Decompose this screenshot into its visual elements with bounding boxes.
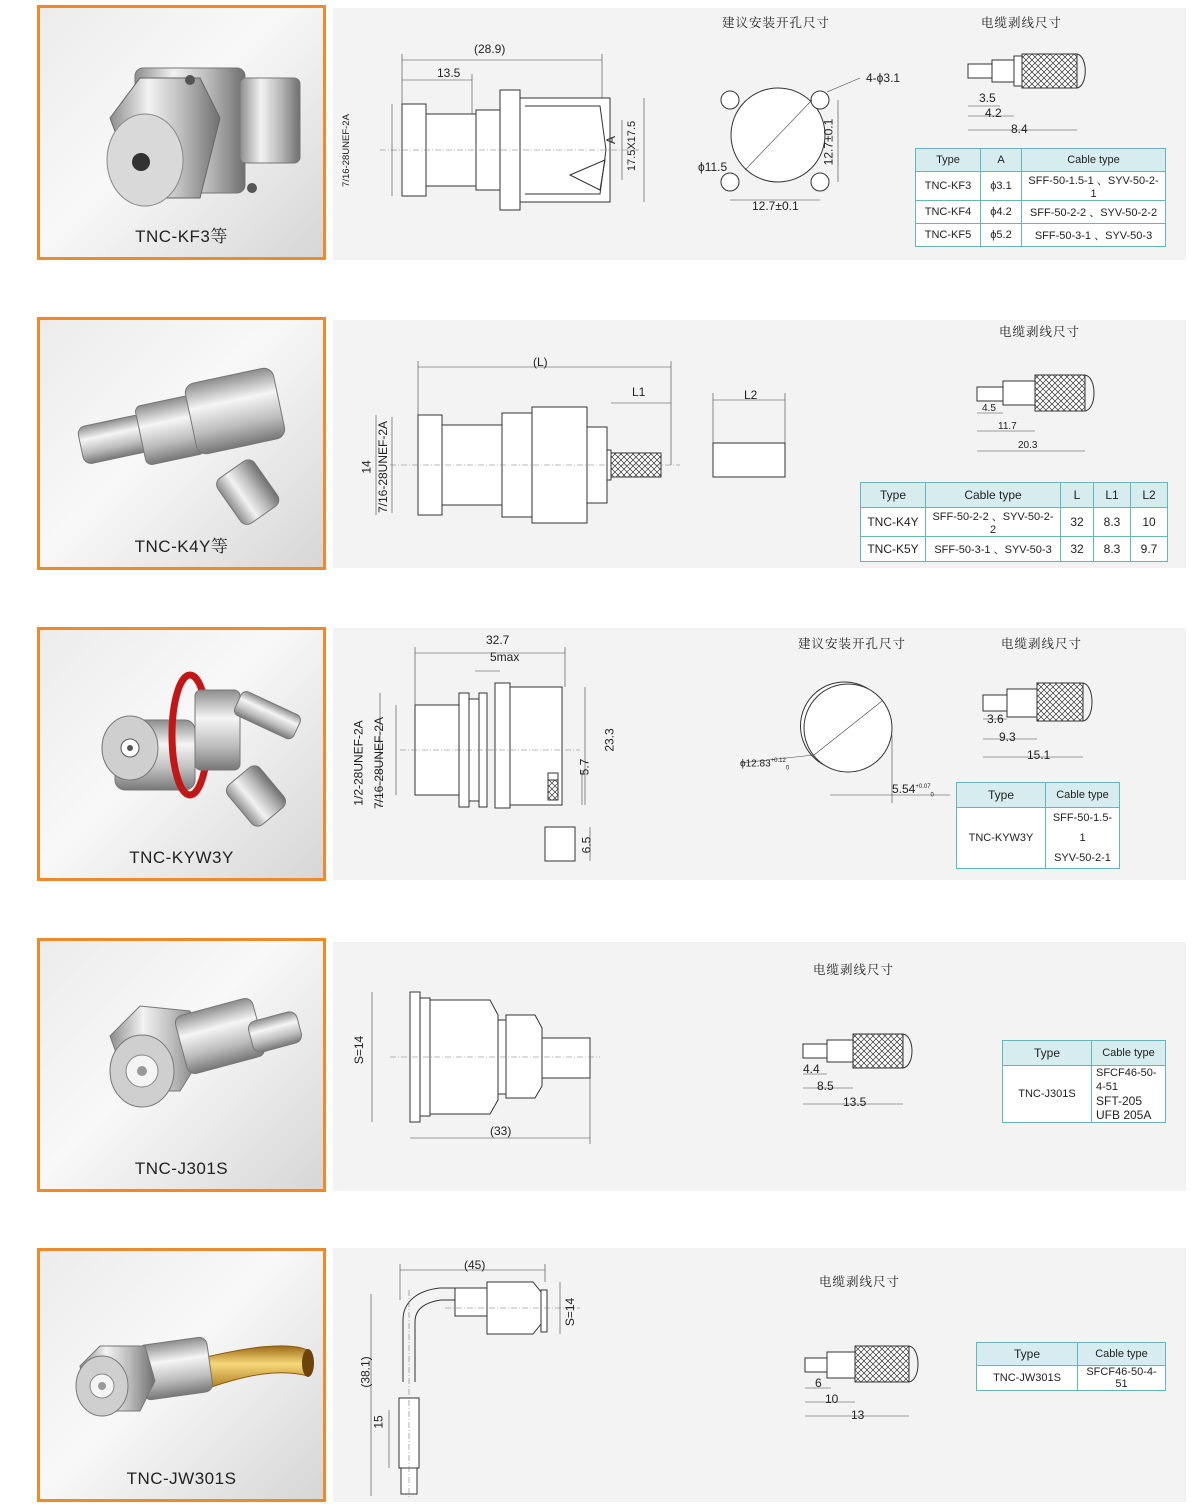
dim-hole-value — [740, 758, 789, 771]
cell: 8.3 — [1094, 537, 1131, 562]
table-row — [916, 224, 1166, 247]
dim-overall: (28.9) — [474, 42, 506, 56]
flat-value: 5.54 — [892, 782, 916, 796]
cable-line: SFT-205 — [1096, 1094, 1143, 1108]
cell — [1092, 1066, 1166, 1123]
dim-h15: 15 — [371, 1415, 386, 1429]
cell: SFF-50-2-2 、SYV-50-2-2 — [926, 508, 1061, 537]
dim-pitch-v: 12.7±0.1 — [821, 118, 836, 166]
col-header: Type — [861, 483, 926, 508]
hole-tol-lower: 0 — [785, 765, 790, 772]
cell: 10 — [1131, 508, 1168, 537]
col-header: Type — [1003, 1041, 1092, 1066]
product-row-j301s — [0, 935, 1200, 1195]
product-photo — [37, 317, 326, 570]
strip-dim-1: 6 — [815, 1376, 822, 1390]
col-header: Cable type — [1078, 1343, 1166, 1366]
dim-height: 23.3 — [602, 728, 617, 752]
col-header: Type — [957, 783, 1046, 808]
product-row-jw301s — [0, 1245, 1200, 1507]
cell: SFF-50-3-1 、SYV-50-3 — [1022, 224, 1166, 247]
side-view-drawing — [360, 355, 690, 535]
product-row-k4y — [0, 310, 1200, 575]
cell: TNC-K4Y — [861, 508, 926, 537]
dim-thread1: 1/2-28UNEF-2A — [351, 720, 366, 806]
dim-overall: 32.7 — [486, 633, 510, 647]
strip-heading: 电缆剥线尺寸 — [1001, 637, 1083, 651]
strip-dim-1: 3.6 — [987, 712, 1004, 726]
flat-tol-upper: +0.07 — [915, 784, 931, 790]
cell: ϕ5.2 — [981, 224, 1022, 247]
connector-image — [40, 320, 323, 567]
product-row-kf3 — [0, 0, 1200, 270]
col-header: L — [1061, 483, 1094, 508]
table-row — [861, 537, 1168, 562]
cell — [1046, 808, 1120, 869]
strip-heading: 电缆剥线尺寸 — [981, 16, 1063, 30]
side-view-drawing — [355, 1260, 595, 1500]
cell: TNC-KYW3Y — [957, 808, 1046, 869]
side-view-drawing — [360, 980, 610, 1150]
col-header: Type — [977, 1343, 1078, 1366]
connector-image — [40, 8, 323, 257]
dim-thread: 7/16-28UNEF-2A — [376, 420, 391, 514]
flat-tol-lower: 0 — [930, 792, 934, 799]
strip-dim-1: 3.5 — [979, 91, 996, 105]
product-name: TNC-JW301S — [126, 1469, 237, 1488]
col-header: Cable type — [1046, 783, 1120, 808]
cell: ϕ4.2 — [981, 201, 1022, 224]
dim-overall: (L) — [533, 355, 548, 369]
dim-hole4: 4-ϕ3.1 — [866, 71, 901, 85]
strip-heading: 电缆剥线尺寸 — [999, 325, 1081, 339]
dim-l1: L1 — [632, 385, 646, 399]
cell: TNC-JW301S — [977, 1366, 1078, 1391]
connector-image — [40, 1251, 323, 1499]
dim-thread: 7/16-28UNEF-2A — [340, 114, 352, 187]
cell: SFCF46-50-4-51 — [1078, 1366, 1166, 1391]
hole-tol-upper: +0.12 — [770, 758, 786, 764]
hole-heading: 建议安装开孔尺寸 — [798, 637, 907, 651]
hole-heading: 建议安装开孔尺寸 — [722, 16, 831, 30]
dim-overall: (33) — [490, 1124, 512, 1138]
strip-dim-2: 11.7 — [998, 421, 1017, 432]
dim-front: 13.5 — [437, 66, 461, 80]
product-photo — [37, 5, 326, 260]
strip-dim-2: 9.3 — [999, 730, 1016, 744]
table-row — [916, 201, 1166, 224]
cell: 32 — [1061, 537, 1094, 562]
strip-dim-3: 15.1 — [1027, 748, 1051, 762]
dim-flange: 17.5X17.5 — [626, 120, 639, 172]
cell: SFF-50-1.5-1 、SYV-50-2-1 — [1022, 172, 1166, 201]
table-row — [957, 808, 1120, 869]
dim-flat — [892, 782, 934, 798]
cable-line: SYV-50-2-1 — [1054, 852, 1111, 864]
dim-pitch-h: 12.7±0.1 — [752, 199, 799, 213]
hole-diameter: ϕ12.83 — [740, 758, 771, 770]
strip-dim-2: 8.5 — [817, 1079, 834, 1093]
spec-table — [860, 482, 1168, 562]
dim-thread2: 7/16-28UNEF-2A — [372, 716, 387, 810]
connector-image — [40, 941, 323, 1189]
cell: TNC-KF5 — [916, 224, 981, 247]
table-row — [977, 1366, 1166, 1391]
strip-dim-3: 13 — [851, 1408, 865, 1422]
strip-dim-1: 4.5 — [982, 403, 996, 414]
dim-a: A — [604, 135, 619, 145]
dim-s: S=14 — [563, 1297, 578, 1327]
dim-s: S=14 — [352, 1035, 367, 1065]
dim-sleeve: 6.5 — [579, 836, 594, 854]
col-header: Type — [916, 149, 981, 172]
product-name: TNC-K4Y等 — [134, 537, 229, 556]
connector-image — [40, 630, 323, 878]
cell: ϕ3.1 — [981, 172, 1022, 201]
side-view-drawing — [360, 40, 660, 220]
strip-dim-2: 4.2 — [985, 106, 1002, 120]
product-photo — [37, 938, 326, 1192]
cell: 9.7 — [1131, 537, 1168, 562]
strip-dim-1: 4.4 — [803, 1062, 820, 1076]
dim-height2: 5.7 — [577, 758, 592, 776]
dim-s14: 14 — [359, 460, 374, 474]
col-header: Cable type — [1022, 149, 1166, 172]
strip-dim-2: 10 — [825, 1392, 839, 1406]
spec-table — [915, 148, 1166, 247]
cell: SFF-50-3-1 、SYV-50-3 — [926, 537, 1061, 562]
table-row — [916, 172, 1166, 201]
table-row — [1003, 1066, 1166, 1123]
cell: TNC-K5Y — [861, 537, 926, 562]
cell: TNC-KF3 — [916, 172, 981, 201]
col-header: L2 — [1131, 483, 1168, 508]
dim-overall: (45) — [464, 1258, 486, 1272]
strip-heading: 电缆剥线尺寸 — [813, 963, 895, 977]
col-header: Cable type — [926, 483, 1061, 508]
col-header: A — [981, 149, 1022, 172]
dim-height: (38.1) — [358, 1356, 373, 1388]
cell: SFF-50-2-2 、SYV-50-2-2 — [1022, 201, 1166, 224]
table-row — [861, 508, 1168, 537]
product-row-kyw3y — [0, 620, 1200, 885]
strip-drawing — [965, 365, 1115, 465]
spec-table — [956, 782, 1120, 869]
cable-line: SFF-50-1.5-1 — [1052, 812, 1113, 844]
cell: TNC-J301S — [1003, 1066, 1092, 1123]
spec-table — [1002, 1040, 1166, 1123]
cell: TNC-KF4 — [916, 201, 981, 224]
strip-dim-3: 13.5 — [843, 1095, 867, 1109]
cable-line: SFCF46-50-4-51 — [1096, 1067, 1157, 1093]
product-photo — [37, 627, 326, 881]
cell: 32 — [1061, 508, 1094, 537]
spec-table — [976, 1342, 1166, 1391]
product-name: TNC-KYW3Y — [129, 848, 234, 867]
col-header: Cable type — [1092, 1041, 1166, 1066]
dim-l2: L2 — [744, 388, 758, 402]
dim-max: 5max — [490, 650, 520, 664]
strip-heading: 电缆剥线尺寸 — [819, 1275, 901, 1289]
product-name: TNC-J301S — [134, 1159, 229, 1178]
strip-dim-3: 8.4 — [1011, 122, 1028, 136]
product-photo — [37, 1248, 326, 1502]
dim-center: ϕ11.5 — [698, 160, 728, 174]
col-header: L1 — [1094, 483, 1131, 508]
cell: 8.3 — [1094, 508, 1131, 537]
cable-line: UFB 205A — [1096, 1108, 1152, 1122]
strip-dim-3: 20.3 — [1018, 440, 1038, 451]
product-name: TNC-KF3等 — [135, 227, 228, 246]
